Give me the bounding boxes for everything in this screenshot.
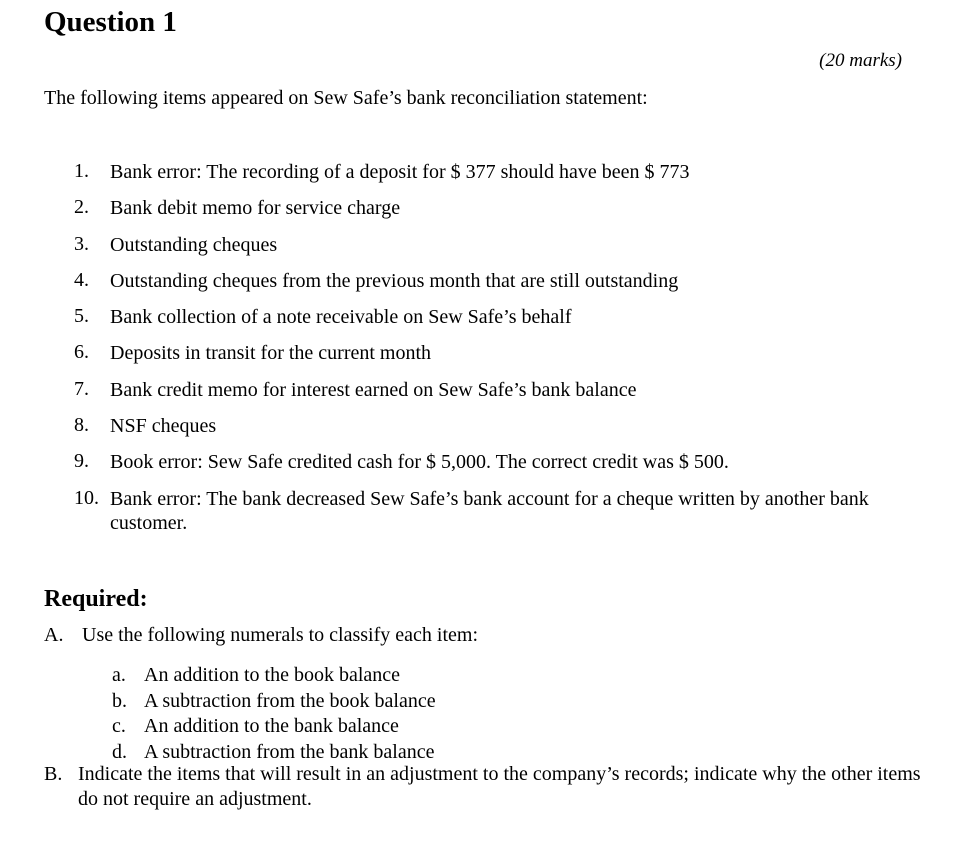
part-a-letter: A.: [44, 624, 64, 646]
list-item: [74, 378, 914, 414]
intro-text: The following items appeared on Sew Safe’s bank reconciliation statement:: [44, 87, 648, 109]
item-text: NSF cheques: [110, 415, 217, 438]
part-a-text: Use the following numerals to classify each item:: [82, 624, 479, 646]
item-number: 1.: [74, 160, 89, 182]
option-item: [112, 663, 436, 689]
option-letter: d.: [112, 740, 127, 763]
option-item: [112, 689, 436, 715]
option-text: An addition to the bank balance: [144, 715, 399, 737]
item-number: 10.: [74, 486, 99, 509]
marks-label: (20 marks): [819, 50, 902, 71]
item-number: 3.: [74, 232, 89, 255]
option-text: An addition to the book balance: [144, 664, 401, 686]
item-text: Bank credit memo for interest earned on Sew Safe’s bank balance: [110, 378, 637, 401]
item-number: 2.: [74, 196, 89, 219]
classification-options: [112, 663, 436, 765]
list-item: [74, 269, 914, 305]
list-item: [74, 414, 914, 450]
required-heading: Required:: [44, 586, 148, 612]
item-text: Bank collection of a note receivable on Sew Safe’s behalf: [110, 306, 572, 329]
item-number: 7.: [74, 377, 89, 400]
item-number: 6.: [74, 341, 89, 364]
option-letter: a.: [112, 664, 126, 686]
item-number: 5.: [74, 305, 89, 328]
item-number: 4.: [74, 268, 89, 291]
option-text: A subtraction from the bank balance: [144, 740, 435, 763]
item-text: Outstanding cheques: [110, 233, 278, 256]
item-text: Outstanding cheques from the previous month that are still outstanding: [110, 269, 679, 292]
item-number: 9.: [74, 450, 89, 473]
option-item: [112, 714, 436, 740]
list-item: [74, 233, 914, 269]
item-text: Bank debit memo for service charge: [110, 197, 401, 220]
list-item: [74, 450, 914, 486]
list-item: [74, 487, 914, 547]
option-letter: c.: [112, 715, 126, 737]
item-text: Bank error: The bank decreased Sew Safe’s bank account for a cheque written by another bank customer.: [110, 487, 869, 534]
item-text: Deposits in transit for the current month: [110, 342, 432, 365]
list-item: [74, 160, 914, 196]
list-item: [74, 305, 914, 341]
part-b: [44, 762, 924, 812]
item-text: Book error: Sew Safe credited cash for $ 5,000. The correct credit was $ 500.: [110, 451, 729, 474]
part-a: [44, 624, 478, 647]
option-letter: b.: [112, 689, 127, 712]
list-item: [74, 341, 914, 377]
question-title: Question 1: [44, 6, 177, 38]
item-number: 8.: [74, 414, 89, 437]
item-list: [74, 160, 914, 547]
option-text: A subtraction from the book balance: [144, 689, 436, 712]
item-text: Bank error: The recording of a deposit for $ 377 should have been $ 773: [110, 161, 690, 183]
list-item: [74, 196, 914, 232]
part-b-letter: B.: [44, 763, 63, 785]
part-b-text: Indicate the items that will result in an adjustment to the company’s records; indicate why the other items do not require an adjustment.: [78, 763, 921, 810]
